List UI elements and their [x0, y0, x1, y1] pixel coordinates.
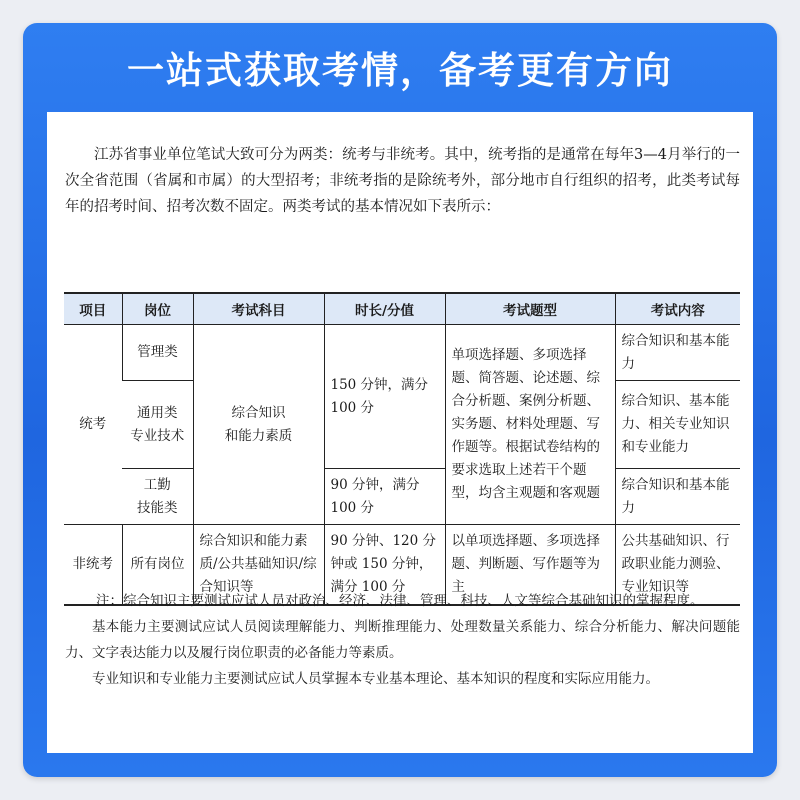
- note-paragraph: 注：综合知识主要测试应试人员对政治、经济、法律、管理、科技、人文等综合基础知识的掌握程度。: [96, 593, 704, 609]
- subject-line: 和能力素质: [224, 427, 293, 444]
- document-page: [47, 112, 753, 753]
- note-paragraph: 专业知识和专业能力主要测试应试人员掌握本专业基本理论、基本知识的程度和实际应用能力。: [92, 671, 659, 687]
- table-row: [64, 469, 740, 525]
- content-cell: 综合知识、基本能力、相关专业知识和专业能力: [615, 381, 740, 469]
- note-paragraph: 基本能力主要测试应试人员阅读理解能力、判断推理能力、处理数量关系能力、综合分析能力、解决问题能力、文字表达能力以及履行岗位职责的必备能力等素质。: [65, 619, 740, 661]
- duration-cell: 90 分钟、120 分钟或 150 分钟，满分 100 分: [324, 525, 445, 605]
- post-line: 专业技术: [130, 427, 185, 444]
- intro-paragraph: 江苏省事业单位笔试大致可分为两类：统考与非统考。其中，统考指的是通常在每年3—4月举行的一次全省范围（省属和市属）的大型招考；非统考指的是除统考外，部分地市自行组织的招考，此类考试每年的招考时间、招考次数不固定。两类考试的基本情况如下表所示：: [65, 147, 740, 215]
- notes-section: [65, 588, 740, 692]
- post-line: 通用类: [137, 404, 178, 421]
- item-cell-feitongkao: 非统考: [64, 525, 122, 605]
- question-types-cell: 单项选择题、多项选择题、简答题、论述题、综合分析题、案例分析题、实务题、材料处理题、写作题等。根据试卷结构的要求选取上述若干个题型，均含主观题和客观题: [445, 325, 615, 525]
- table-header-cell: 考试内容: [615, 293, 740, 325]
- banner-card: [23, 23, 777, 777]
- content-cell: 综合知识和基本能力: [615, 469, 740, 525]
- question-types-cell: 以单项选择题、多项选择题、判断题、写作题等为主: [445, 525, 615, 605]
- content-cell: 综合知识和基本能力: [615, 325, 740, 381]
- table-header-cell: 项目: [64, 293, 122, 325]
- subject-cell: 综合知识和能力素质/公共基础知识/综合知识等: [193, 525, 324, 605]
- item-cell-tongkao: 统考: [64, 325, 122, 525]
- table-header-cell: 时长/分值: [324, 293, 445, 325]
- subject-cell: [193, 325, 324, 525]
- table-header-cell: 考试科目: [193, 293, 324, 325]
- post-cell: 所有岗位: [122, 525, 193, 605]
- table-row: [64, 325, 740, 381]
- header: [23, 23, 777, 111]
- post-cell: [122, 469, 193, 525]
- post-line: 技能类: [137, 499, 178, 516]
- post-cell: 管理类: [122, 325, 193, 381]
- post-line: 工勤: [143, 476, 171, 493]
- table-header-row: [64, 293, 740, 325]
- subject-line: 综合知识: [231, 404, 286, 421]
- post-cell: [122, 381, 193, 469]
- exam-table: [64, 292, 740, 606]
- table-header-cell: 考试题型: [445, 293, 615, 325]
- duration-cell: 90 分钟，满分 100 分: [324, 469, 445, 525]
- duration-cell: 150 分钟，满分 100 分: [324, 325, 445, 469]
- page-title: 一站式获取考情，备考更有方向: [127, 49, 673, 92]
- table-header-cell: 岗位: [122, 293, 193, 325]
- content-cell: 公共基础知识、行政职业能力测验、专业知识等: [615, 525, 740, 605]
